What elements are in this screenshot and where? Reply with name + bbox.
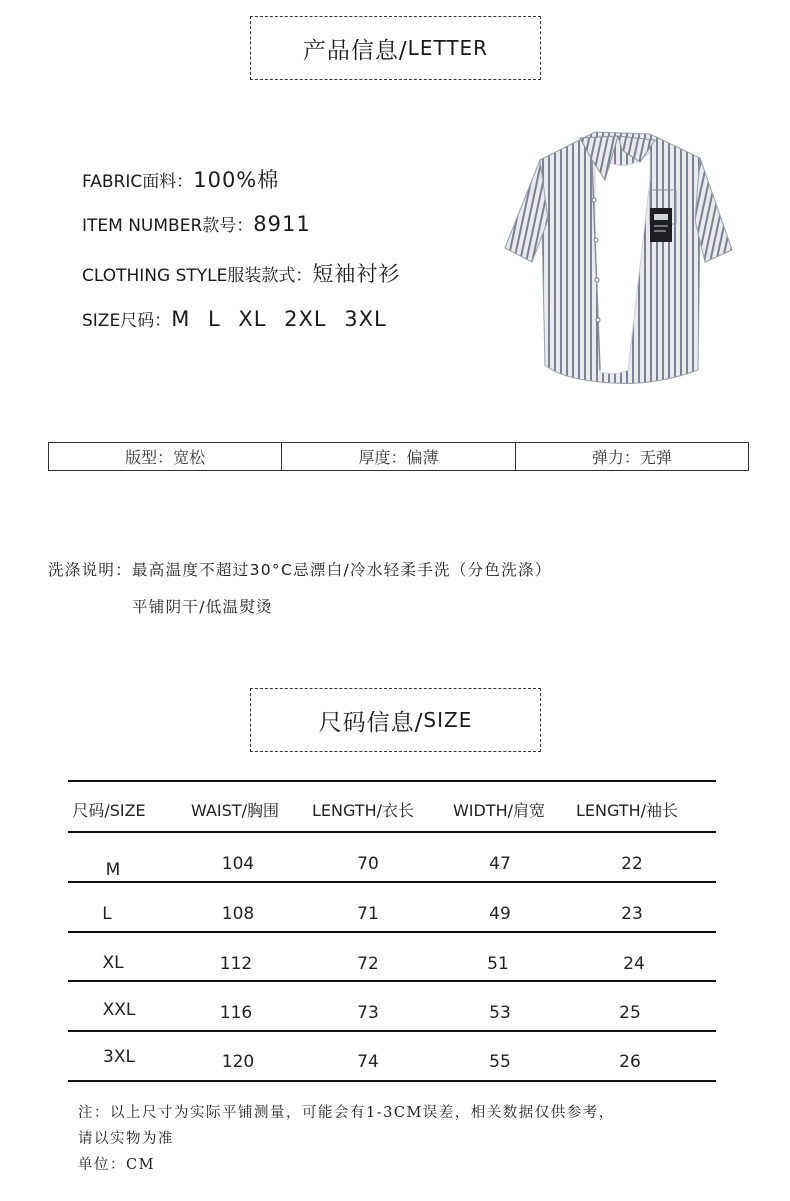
table-cell-size: M bbox=[105, 860, 121, 880]
table-cell-waist: 104 bbox=[221, 854, 255, 874]
wash-instructions-line1: 洗涤说明：最高温度不超过30°C忌漂白/冷水轻柔手洗（分色洗涤） bbox=[48, 561, 552, 579]
table-cell-sleeve: 24 bbox=[623, 954, 645, 974]
size-info-title bbox=[250, 688, 541, 752]
spec-item-number bbox=[82, 211, 311, 236]
note-line2: 请以实物为准 bbox=[78, 1131, 174, 1147]
attr-fit: 版型：宽松 bbox=[49, 443, 282, 470]
table-cell-length: 72 bbox=[357, 954, 379, 974]
size-info-title-cn: 尺码信息/ bbox=[318, 709, 424, 736]
header-length: LENGTH/衣长 bbox=[311, 801, 415, 820]
table-line bbox=[68, 931, 716, 933]
table-line bbox=[68, 780, 716, 782]
table-cell-length: 73 bbox=[357, 1003, 379, 1023]
product-info-title-cn: 产品信息/ bbox=[302, 37, 408, 64]
table-cell-width: 55 bbox=[489, 1052, 511, 1072]
table-cell-size: XL bbox=[102, 953, 124, 973]
table-cell-width: 53 bbox=[489, 1003, 511, 1023]
spec-fabric-label: FABRIC面料： bbox=[82, 172, 194, 192]
product-info-title-en: LETTER bbox=[407, 36, 489, 60]
table-cell-size: XXL bbox=[102, 1000, 136, 1020]
table-line bbox=[68, 1080, 716, 1082]
table-cell-sleeve: 22 bbox=[621, 854, 643, 874]
table-cell-length: 70 bbox=[357, 854, 379, 874]
shirt-image bbox=[500, 120, 745, 388]
table-cell-width: 49 bbox=[489, 904, 511, 924]
table-cell-sleeve: 26 bbox=[619, 1052, 641, 1072]
table-line bbox=[68, 980, 716, 982]
spec-style-label: CLOTHING STYLE服装款式： bbox=[82, 266, 313, 286]
note-line1: 注：以上尺寸为实际平铺测量，可能会有1-3CM误差，相关数据仅供参考， bbox=[78, 1105, 615, 1121]
note-unit: 单位：CM bbox=[78, 1157, 155, 1173]
table-line bbox=[68, 881, 716, 883]
spec-fabric-value: 100%棉 bbox=[193, 168, 280, 192]
header-sleeve: LENGTH/袖长 bbox=[575, 801, 679, 820]
product-info-title bbox=[250, 16, 541, 80]
table-cell-size: L bbox=[102, 904, 112, 924]
table-cell-sleeve: 25 bbox=[619, 1003, 641, 1023]
wash-instructions-line2: 平铺阴干/低温熨烫 bbox=[132, 598, 273, 616]
spec-size-label: SIZE尺码： bbox=[82, 311, 172, 331]
table-cell-waist: 116 bbox=[219, 1003, 253, 1023]
attr-thickness: 厚度：偏薄 bbox=[282, 443, 515, 470]
spec-style-value: 短袖衬衫 bbox=[312, 262, 401, 286]
header-size: 尺码/SIZE bbox=[72, 801, 146, 820]
size-info-title-en: SIZE bbox=[423, 708, 473, 732]
attr-elasticity: 弹力：无弹 bbox=[591, 448, 672, 467]
spec-item-number-value: 8911 bbox=[253, 212, 311, 236]
spec-fabric bbox=[82, 164, 279, 194]
table-cell-waist: 112 bbox=[219, 954, 253, 974]
header-waist: WAIST/胸围 bbox=[191, 801, 279, 820]
table-line bbox=[68, 1030, 716, 1032]
table-cell-width: 47 bbox=[489, 854, 511, 874]
table-cell-sleeve: 23 bbox=[621, 904, 643, 924]
spec-item-number-label: ITEM NUMBER款号： bbox=[82, 216, 254, 236]
table-cell-waist: 120 bbox=[221, 1052, 255, 1072]
header-width: WIDTH/肩宽 bbox=[452, 801, 546, 820]
spec-size-value: M L XL 2XL 3XL bbox=[171, 307, 387, 331]
table-cell-width: 51 bbox=[487, 954, 509, 974]
table-cell-length: 71 bbox=[357, 904, 379, 924]
spec-size bbox=[82, 306, 387, 331]
spec-style bbox=[82, 258, 400, 288]
table-cell-size: 3XL bbox=[103, 1047, 135, 1067]
table-cell-length: 74 bbox=[357, 1052, 379, 1072]
table-line bbox=[68, 831, 716, 833]
attribute-table bbox=[48, 442, 749, 471]
table-cell-waist: 108 bbox=[221, 904, 255, 924]
